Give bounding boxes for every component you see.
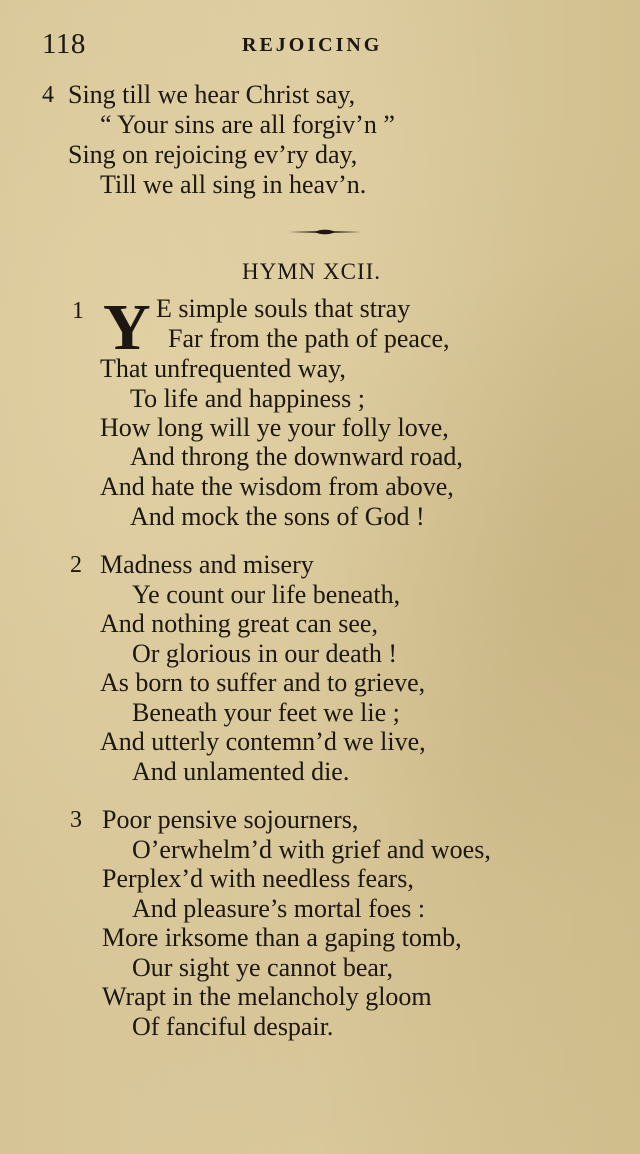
verse-number: 3 <box>70 807 82 833</box>
verse-line: E simple souls that stray <box>156 294 411 323</box>
rule-ornament-icon <box>288 228 362 236</box>
verse-line: Poor pensive sojourners, <box>102 805 359 834</box>
section-title: REJOICING <box>242 34 383 56</box>
verse-line: Till we all sing in heav’n. <box>100 170 367 199</box>
verse-line: Of fanciful despair. <box>132 1012 334 1041</box>
verse-line: Our sight ye cannot bear, <box>132 953 394 982</box>
verse-line: And pleasure’s mortal foes : <box>132 894 426 923</box>
verse-line: “ Your sins are all forgiv’n ” <box>100 110 395 139</box>
drop-cap: Y <box>103 291 151 364</box>
verse-number: 2 <box>70 552 82 578</box>
verse-line: Sing on rejoicing ev’ry day, <box>68 140 358 169</box>
verse-line: More irksome than a gaping tomb, <box>102 923 462 952</box>
verse-line: As born to suffer and to grieve, <box>100 668 426 697</box>
verse-line: That unfrequented way, <box>100 354 346 383</box>
verse-line: And utterly contemn’d we live, <box>100 727 426 756</box>
verse-line: Or glorious in our death ! <box>132 639 398 668</box>
verse-line: And unlamented die. <box>132 757 350 786</box>
verse-line: And hate the wisdom from above, <box>100 472 454 501</box>
verse-line: Madness and misery <box>100 550 314 579</box>
verse-line: Beneath your feet we lie ; <box>132 698 400 727</box>
verse-line: To life and happiness ; <box>130 384 366 413</box>
verse-line: And nothing great can see, <box>100 609 378 638</box>
verse-line: Sing till we hear Christ say, <box>68 80 356 109</box>
verse-line: Perplex’d with needless fears, <box>102 864 414 893</box>
verse-line: And throng the downward road, <box>130 442 463 471</box>
running-head <box>42 28 602 68</box>
hymn-title: HYMN XCII. <box>242 259 382 284</box>
verse-line: Ye count our life beneath, <box>132 580 401 609</box>
verse-line: How long will ye your folly love, <box>100 413 449 442</box>
verse-line: And mock the sons of God ! <box>130 502 425 531</box>
verse-line: O’erwhelm’d with grief and woes, <box>132 835 491 864</box>
verse-line: Wrapt in the melancholy gloom <box>102 982 432 1011</box>
verse-number: 4 <box>42 82 54 108</box>
verse-number: 1 <box>72 298 84 324</box>
page-number: 118 <box>42 28 86 60</box>
verse-line: Far from the path of peace, <box>168 324 450 353</box>
